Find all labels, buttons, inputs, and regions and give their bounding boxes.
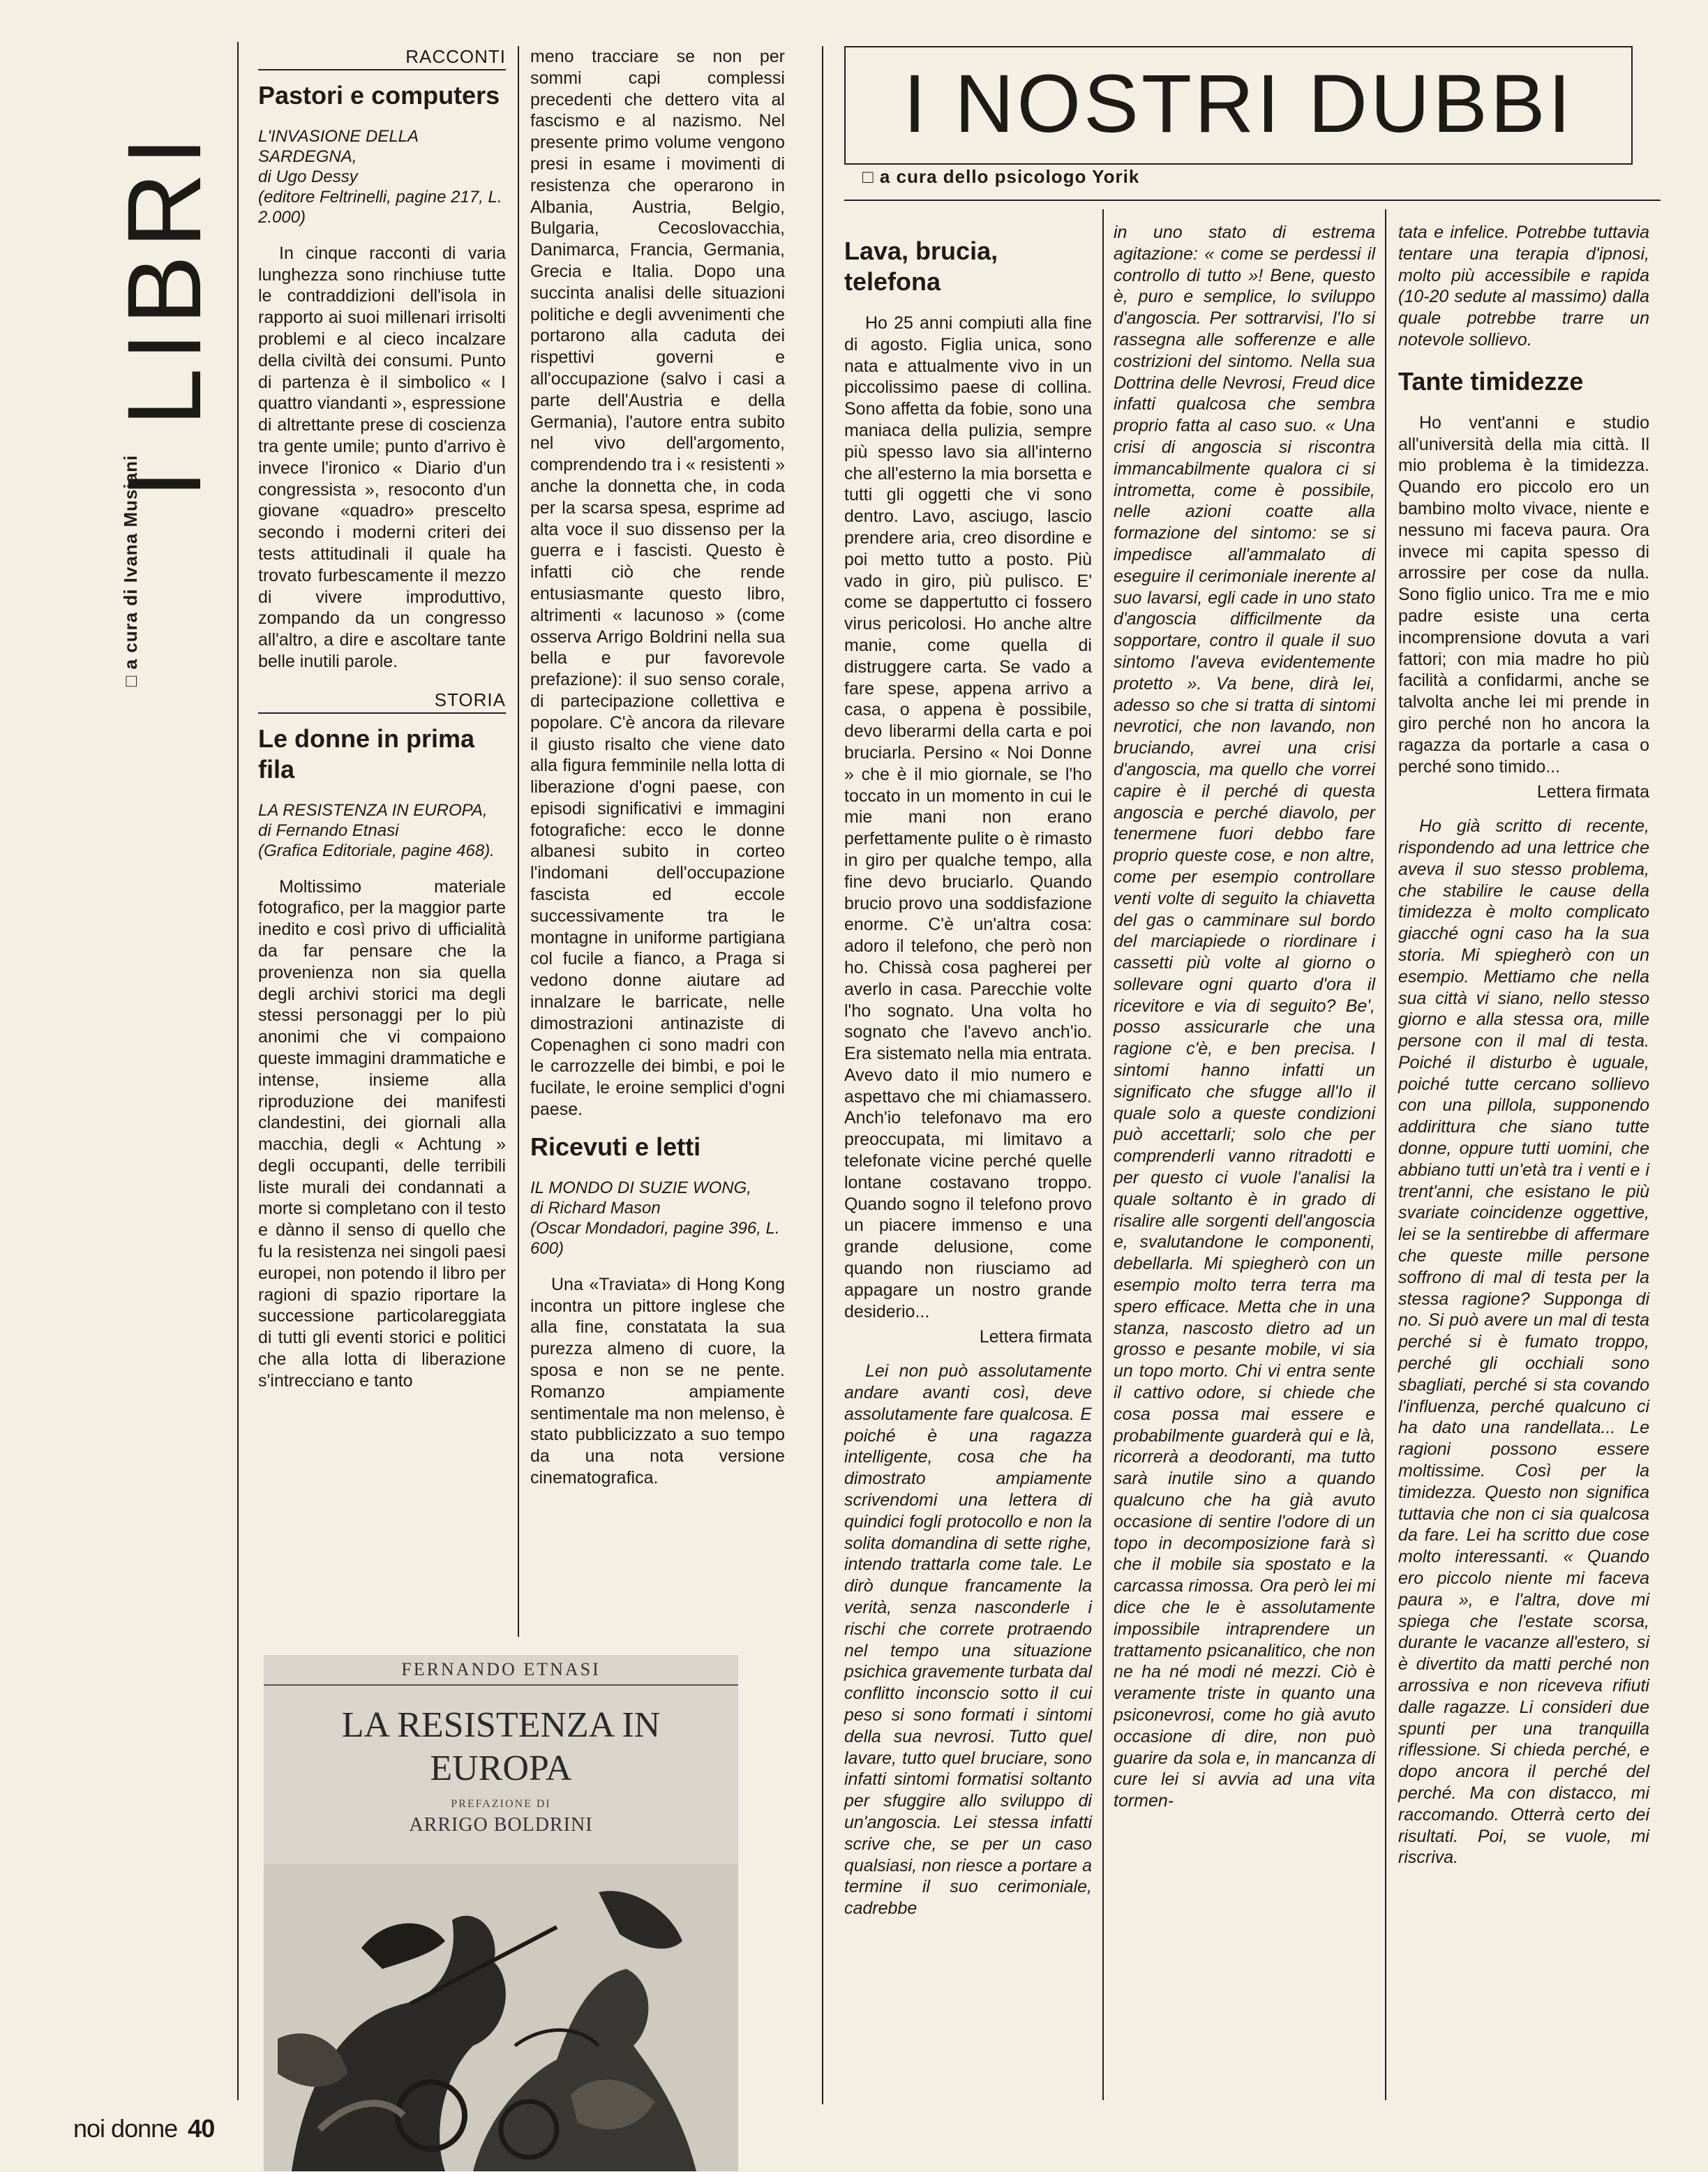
- sidebar-title: I LIBRI: [105, 129, 223, 499]
- book-cover-illustration: [264, 1864, 738, 2171]
- reply-body-continued: tata e infelice. Potrebbe tuttavia tentare una terapia d'ipnosi, molto più accessibile e rapida (10-20 sedute al massimo) dalla quale potrebbe trarre un notevole sollievo.: [1398, 223, 1649, 350]
- letter-body: Ho 25 anni compiuti alla fine di agosto. Figlia unica, sono nata e attualmente vivo in un piccolissimo paese di collina. Sono affetta da fobie, sono una maniaca della pulizia, sempre più spesso lavo sia all'interno che all'esterno la mia borsetta e tutti gli oggetti che vi sono dentro. Lavo, asciugo, lascio prendere aria, creo disordine e poi metto tutto a posto. Più vado in giro, più pulisco. E' come se dappertutto ci fossero virus pericolosi. Ho anche altre manie, come quella di distruggere carta. Se vado a fare spese, appena arrivo a casa, o appena è possibile, devo liberarmi della carta e poi bruciarla. Persino « Noi Donne » che è il mio giornale, se l'ho toccato in un momento in cui le mie mani non erano perfettamente pulite o è rimasto in giro per qualche tempo, alla fine devo bruciarlo. Quando brucio provo una soddisfazione enorme. C'è un'altra cosa: adoro il telefono, che però non ho. Chissà cosa pagherei per averlo in casa. Parecchie volte l'ho sognato. Una volta ho sognato che l'avevo anch'io. Era sistemato nella mia entrata. Avevo dato il mio numero e aspettavo che mi chiamassero. Anch'io telefonavo ma ero preoccupata, mi limitavo a telefonate vicine perché quelle lontane costavano troppo. Quando sogno il telefono provo un piacere immenso e una grande delusione, come quando non riusciamo ad appagare un nostro grande desiderio...: [844, 313, 1092, 1321]
- article-body: Una «Traviata» di Hong Kong incontra un pittore inglese che alla fine, constatata la sua purezza almeno di cuore, la sposa e non se ne pente. Romanzo ampiamente sentimentale ma non melenso, è stato pubblicizzato a suo tempo da una nota versione cinematografica.: [530, 1274, 785, 1488]
- libri-column-2: [530, 46, 785, 1492]
- reply-body: Lei non può assolutamente andare avanti così, deve assolutamente fare qualcosa. E poiché è una ragazza intelligente, cosa che ha dimostrato ampiamente scrivendomi una lettera di quindici fogli protocollo e non la solita domandina di sette righe, intendo trattarla come tale. Le dirò dunque francamente la verità, senza nasconderle i rischi che correte protraendo nel tempo una situazione psichica gravemente turbata dal conflitto inconscio sotto il cui peso si sono formati i sintomi della sua nevrosi. Tutto quel lavare, tutto quel bruciare, sono infatti sintomi formatisi soltanto per sfuggire allo sviluppo di un'angoscia. Lei stessa infatti scrive che, se per un caso qualsiasi, non riesce a portare a termine il suo cerimoniale, cadrebbe: [844, 1361, 1092, 1919]
- footer-magazine: [73, 2114, 214, 2143]
- column-rule: [1102, 209, 1104, 2100]
- sidebar: [105, 42, 223, 809]
- book-cover-preface: PREFAZIONE DI: [451, 1798, 551, 1810]
- dubbi-credit: □ a cura dello psicologo Yorik: [862, 166, 1140, 187]
- reply-body: Ho già scritto di recente, rispondendo ad una lettrice che aveva il suo stesso problema, che stabilire le cause della timidezza è molto complicato giacché ogni caso ha la sua storia. Mi spiegherò con un esempio. Mettiamo che nella sua città vi siano, nello stesso giorno e alla stessa ora, mille persone con il mal di testa. Poiché il disturbo è uguale, poiché tutte cercano sollievo con una pillola, supponendo addirittura che siano tutte donne, oppure tutti uomini, che abbiano tutti un'età tra i venti e i trent'anni, che esistano le più svariate coincidenze oggettive, lei se la sentirebbe di affermare che queste mille persone soffrono di mal di testa per la stessa ragione? Supponga di no. Si può avere un mal di testa perché si è fumato troppo, perché gli occhiali sono sbagliati, perché si sta covando l'influenza, perché qualcuno ci ha dato una randellata... Le ragioni possono essere moltissime. Così per la timidezza. Questo non significa tuttavia che non ci sia qualcosa da fare. Lei ha scritto due cose molto interessanti. « Quando ero piccolo niente mi faceva paura », e l'altra, dove mi spiega che l'estate scorsa, durante le vacanze all'estero, si è divertito da matti perché non arrossiva e non riceveva rifiuti dalle ragazze. Li consideri due spunti per una tranquilla riflessione. Si chieda perché, e dopo ancora il perché del perché. Ma con distacco, mi raccomando. Otterrà certo dei risultati. Poi, se vuole, mi riscriva.: [1398, 816, 1649, 1868]
- article-bibliography: L'INVASIONE DELLA SARDEGNA, di Ugo Dessy (editore Feltrinelli, pagine 217, L. 2.000): [258, 126, 502, 227]
- article-title-pastori: Pastori e computers: [258, 80, 500, 110]
- article-title-donne: Le donne in prima fila: [258, 724, 475, 784]
- page-number: 40: [188, 2114, 215, 2143]
- dubbi-header-rule: [844, 200, 1661, 201]
- letter-title-timidezze: Tante timidezze: [1398, 366, 1584, 396]
- book-cover-rule: [264, 1684, 738, 1686]
- letter-signature: Lettera firmata: [979, 1327, 1092, 1347]
- section-label-storia: STORIA: [258, 689, 506, 714]
- article-bibliography: IL MONDO DI SUZIE WONG, di Richard Mason (Oscar Mondadori, pagine 396, L. 600): [530, 1178, 780, 1258]
- article-body: Moltissimo materiale fotografico, per la maggior parte inedito e così privo di ufficialità da far pensare che la provenienza non sia quella degli archivi storici ma degli stessi personaggi per lo più anonimi che vi compaiono queste immagini drammatiche e intense, insieme alla riproduzione dei manifesti clandestini, dei giornali alla macchia, degli « Achtung » degli occupanti, delle terribili liste murali dei condannati a morte si completano con il testo e dànno il senso di quello che fu la resistenza nei singoli paesi europei, non potendo il libro per ragioni di spazio riportare la successione particolareggiata di tutti gli eventi storici e politici che alla lotta di liberazione s'intrecciano e tanto: [258, 876, 506, 1391]
- dubbi-title: I NOSTRI DUBBI: [903, 58, 1574, 150]
- book-cover-image: [264, 1655, 738, 2171]
- article-body-continued: meno tracciare se non per sommi capi complessi precedenti che dettero vita al fascismo e al nazismo. Nel presente primo volume vengono presi in esame i movimenti di resistenza che operarono in Albania, Austria, Belgio, Bulgaria, Cecoslovacchia, Danimarca, Francia, Germania, Grecia e Italia. Dopo una succinta analisi delle situazioni politiche e degli avvenimenti che portarono alla caduta dei rispettivi governi e all'occupazione (salvo i casi a parte dell'Austria e della Germania), l'autore entra subito nel vivo dell'argomento, comprendendo tra i « resistenti » anche la donnetta che, in coda per la scarsa spesa, esprime ad alta voce il suo dissenso per la guerra e i fascisti. Questo è infatti ciò che rende entusiasmante questo libro, altrimenti « lacunoso » (come osserva Arrigo Boldrini nella sua bella e pur favorevole prefazione): il suo senso corale, di partecipazione collettiva e popolare. C'è ancora da rilevare il giusto risalto che viene dato alla figura femminile nella lotta di liberazione d'ogni paese, con episodi significativi e immagini fotografiche: ecco le donne albanesi subito in corteo l'indomani dell'occupazione fascista ed eccole successivamente tra le montagne in uniforme partigiana col fucile a fianco, a Praga si vedono donne aiutare ad innalzare le barricate, nelle dimostrazioni antinaziste di Copenaghen ci sono madri con le carrozzelle dei bimbi, e poi le fucilate, le eroine semplici d'ogni paese.: [530, 47, 785, 1120]
- book-cover-title: LA RESISTENZA IN EUROPA: [341, 1705, 661, 1788]
- letter-signature: Lettera firmata: [1536, 782, 1649, 802]
- book-cover-author: FERNANDO ETNASI: [401, 1659, 601, 1679]
- dubbi-column-3: [1398, 222, 1649, 1871]
- sidebar-credit: □ a cura di Ivana Musiani: [120, 454, 141, 687]
- article-body: In cinque racconti di varia lunghezza sono rinchiuse tutte le contraddizioni dell'isola in rapporto ai suoi millenari irrisolti problemi e al cieco incalzare della civiltà dei consumi. Punto di partenza è il simbolico « I quattro viandanti », espressione di altrettante prese di coscienza tra gente umile; punto d'arrivo è invece l'ironico « Diario d'un congressista », resoconto d'un giovane «quadro» prescelto secondo i moderni criteri dei tests attitudinali il quale ha trovato furbescamente il mezzo di vivere improduttivo, zompando da un congresso all'altro, a dire e ascoltare tante belle inutili parole.: [258, 243, 506, 671]
- dubbi-column-2: [1114, 222, 1375, 1815]
- column-rule: [1385, 209, 1386, 2100]
- dubbi-left-rule: [822, 46, 823, 2104]
- dubbi-title-box: [844, 46, 1633, 165]
- column-rule: [518, 46, 519, 1637]
- letter-title-lava: Lava, brucia, telefona: [844, 237, 998, 296]
- libri-column-1: [258, 46, 506, 1395]
- reply-body-continued: in uno stato di estrema agitazione: « come se perdessi il controllo di tutto »! Bene, questo è, puro e semplice, lo sviluppo d'angoscia. Per sottrarvisi, l'Io si rassegna alle sofferenze e alle costrizioni del sintomo. Nella sua Dottrina delle Nevrosi, Freud dice infatti qualcosa che sembra proprio fatta al caso suo. « Una crisi di angoscia si riscontra immancabilmente qualora ci si intrometta, come è possibile, nelle azioni coatte alla formazione del sintomo: se si impedisce all'ammalato di eseguire il cerimoniale inerente al suo lavarsi, egli cade in uno stato d'angoscia difficilmente da sopportare, contro il quale il suo sintomo l'aveva evidentemente protetto ». Va bene, dirà lei, adesso so che si tratta di sintomi nevrotici, che non lavando, non bruciando, avrei una crisi d'angoscia, ma quello che vorrei capire è il perché di questa angoscia e perché diavolo, per tenermene fuori debbo fare proprio queste cose, e non altre, come per esempio controllare venti volte di seguito la chiavetta del gas o camminare sul bordo del marciapiede o riordinare i cassetti più volte al giorno o sollevare ogni quarto d'ora il ricevitore e via di seguito? Be', posso assicurarle che una ragione c'è, e ben precisa. I sintomi hanno infatti un significato che sfugge all'Io il quale solo a queste condizioni può accettarli; solo che per comprenderli vanno ritradotti e per questo ci vuole l'analisi la quale soltanto è in grado di risalire alle sorgenti dell'angoscia e, svalutandone le componenti, debellarla. Mi spiegherò con un esempio molto terra terra ma spero efficace. Metta che in una stanza, nascosto dietro ad un grosso e pesante mobile, vi sia un topo morto. Chi vi entra sente il cattivo odore, si chiede che cosa possa mai essere e probabilmente guarderà qui e là, ricorrerà a deodoranti, ma tutto sarà inutile sino a quando qualcuno che ha già avuto occasione di sentire l'odore di un topo in decomposizione farà sì che il mobile sia spostato e la carcassa rimossa. Ora però lei mi dice che le è assolutamente impossibile intraprendere un trattamento psicanalitico, che non ne ha né modi né mezzi. Ciò è veramente triste in quanto una psiconevrosi, come ho già avuto occasione di dire, non può guarire da sola e, in mancanza di cure lei si avvia ad una vita tormen-: [1114, 223, 1375, 1811]
- article-bibliography: LA RESISTENZA IN EUROPA, di Fernando Etnasi (Grafica Editoriale, pagine 468).: [258, 800, 495, 860]
- article-title-ricevuti: Ricevuti e letti: [530, 1132, 701, 1161]
- letter-body: Ho vent'anni e studio all'università della mia città. Il mio problema è la timidezza. Quando ero piccolo ero un bambino molto vivace, niente e nessuno mi faceva paura. Ora invece mi capita spesso di arrossire per cose da nulla. Sono figlio unico. Tra me e mio padre esiste una certa incomprensione dovuta a vari fattori; con mia madre ho più facilità a confidarmi, anche se talvolta anche lei mi prende in giro perché non ho ancora la ragazza da portarle a casa o perché sono timido...: [1398, 412, 1649, 777]
- dubbi-column-1: [844, 236, 1092, 1922]
- magazine-name: noi donne: [73, 2114, 178, 2143]
- book-cover-preface-name: ARRIGO BOLDRINI: [409, 1814, 593, 1836]
- sidebar-rule: [237, 42, 239, 2100]
- section-label-racconti: RACCONTI: [258, 46, 506, 70]
